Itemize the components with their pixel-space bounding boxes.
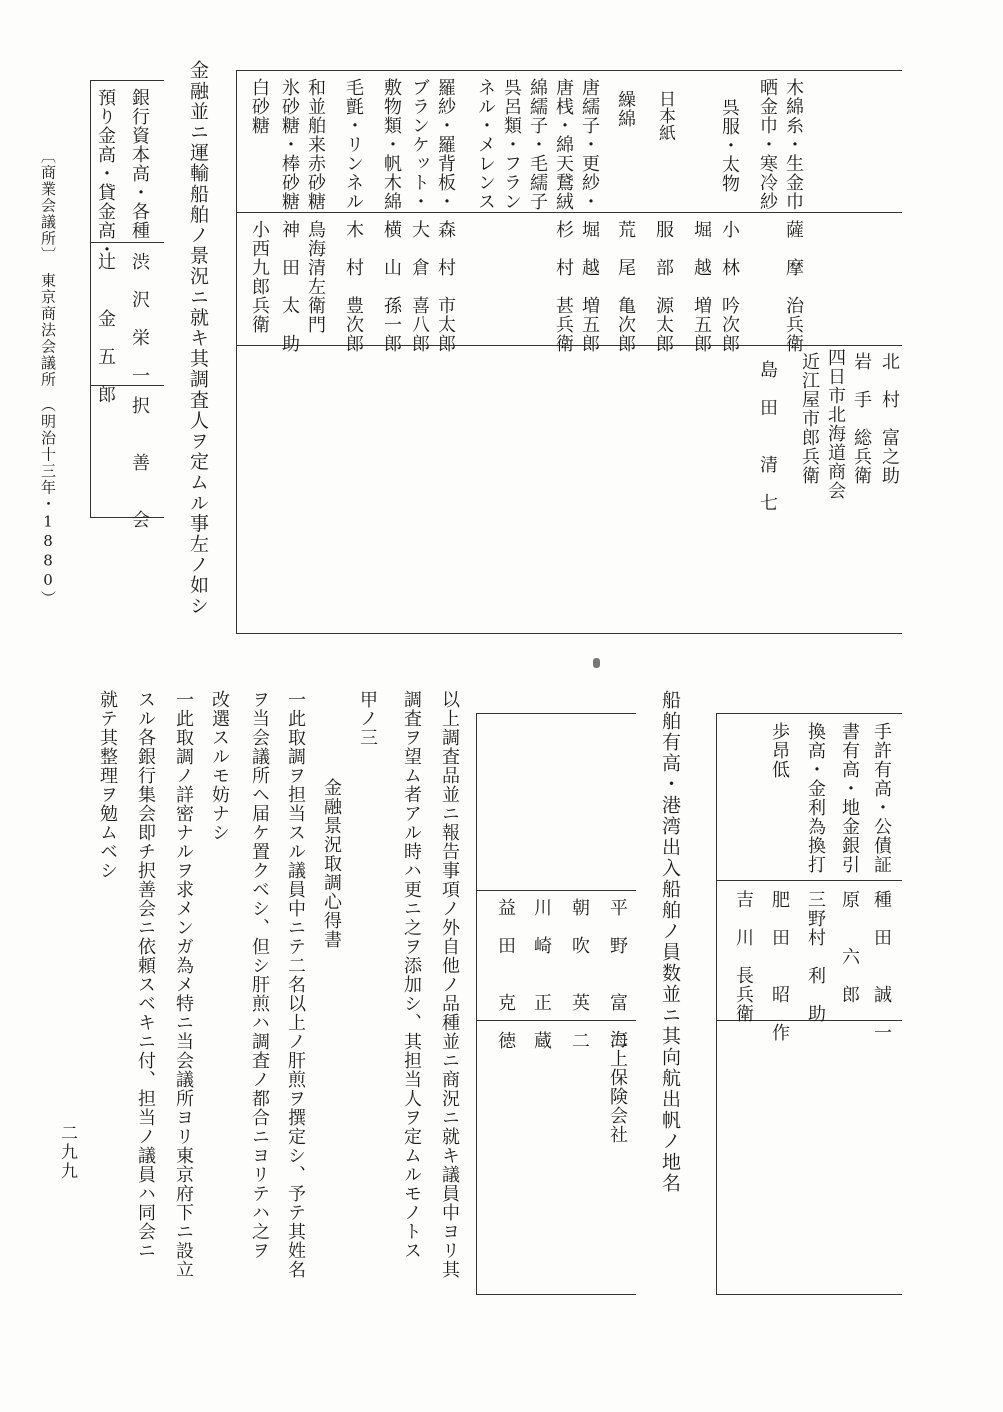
item-cell: 手許有高・公債証 bbox=[871, 722, 892, 874]
member-cell: 吉 川 長兵衛 bbox=[733, 890, 754, 1023]
shipping-heading: 船舶有高・港湾出入船舶ノ員数並ニ其向航出帆ノ地名 bbox=[659, 690, 681, 1194]
body-line: 就テ其整理ヲ勉ムベシ bbox=[97, 690, 118, 880]
extra-cell: 北 村 富之助 bbox=[879, 352, 900, 485]
item-cell: 白砂糖 bbox=[249, 78, 270, 135]
item-cell: 木綿糸・生金巾 bbox=[783, 78, 804, 211]
extra-cell: 海上保険会社 bbox=[607, 1030, 628, 1144]
table-bottom-border bbox=[716, 1294, 902, 1295]
section-title: 金融景況取調心得書 bbox=[321, 778, 342, 949]
table-bottom-border bbox=[476, 1294, 636, 1295]
table-divider bbox=[716, 880, 902, 881]
table-left-border bbox=[716, 713, 717, 1294]
member-cell: 種 田 誠 一 bbox=[871, 890, 892, 1042]
item-cell: 晒金巾・寒冷紗 bbox=[757, 78, 778, 211]
item-cell: 預り金高・貸金高・ bbox=[95, 88, 116, 259]
table-divider bbox=[236, 212, 902, 213]
member-cell: 辻 金 五 郎 bbox=[95, 252, 116, 404]
member-cell: 神 田 太 助 bbox=[279, 220, 300, 353]
table-top-border bbox=[716, 713, 902, 714]
table-top-border bbox=[90, 80, 164, 81]
table-left-border bbox=[90, 80, 91, 517]
extra-cell: 島 田 清 七 bbox=[757, 360, 778, 512]
body-line: スル各銀行集会即チ択善会ニ依頼スベキニ付、担当ノ議員ハ同会ニ bbox=[135, 690, 156, 1260]
item-cell: 呉服・太物 bbox=[719, 98, 740, 193]
item-cell: 敷物類・帆木綿 bbox=[381, 78, 402, 211]
member-cell: 益 田 克 徳 bbox=[495, 898, 516, 1050]
item-cell: 換高・金利為換打 bbox=[805, 722, 826, 874]
table-divider bbox=[476, 890, 636, 891]
item-cell: ネル・メレンス bbox=[475, 78, 496, 211]
item-cell: 毛氈・リンネル bbox=[343, 78, 364, 211]
item-cell: 氷砂糖・棒砂糖 bbox=[279, 78, 300, 211]
body-line: ヲ当会議所ヘ届ケ置クベシ、但シ肝煎ハ調査ノ都合ニヨリテハ之ヲ bbox=[249, 690, 270, 1260]
extra-cell: 択 善 会 bbox=[129, 396, 150, 529]
member-cell: 小 林 吟次郎 bbox=[719, 220, 740, 353]
item-cell: 日本紙 bbox=[655, 90, 675, 141]
source-line: 〔商業会議所〕 東京商法会議所 （明治十三年・1880） bbox=[39, 148, 57, 607]
item-cell: 呉呂類・フラン bbox=[501, 78, 522, 211]
member-cell: 堀 越 増五郎 bbox=[579, 220, 600, 353]
item-cell: 銀行資本高・各種 bbox=[129, 88, 150, 240]
item-cell: 羅紗・羅背板・ bbox=[435, 78, 456, 211]
member-cell: 三野村 利 助 bbox=[805, 890, 826, 1023]
member-cell: 小西九郎兵衛 bbox=[249, 220, 270, 334]
item-cell: 歩昂低 bbox=[769, 722, 790, 779]
member-cell: 鳥海清左衛門 bbox=[305, 220, 326, 334]
item-cell: 書有高・地金銀引 bbox=[839, 722, 860, 874]
body-line: 一此取調ノ詳密ナルヲ求メンガ為メ特ニ当会議所ヨリ東京府下ニ設立 bbox=[173, 690, 194, 1279]
member-cell: 薩 摩 治兵衛 bbox=[783, 220, 804, 353]
item-cell: 唐繻子・更紗・ bbox=[579, 78, 600, 211]
member-cell: 杉 村 甚兵衛 bbox=[553, 220, 574, 353]
member-cell: 木 村 豊次郎 bbox=[343, 220, 364, 353]
ink-smudge bbox=[593, 658, 600, 668]
body-line: 調査ヲ望ム者アル時ハ更ニ之ヲ添加シ、其担当人ヲ定ムルモノトス bbox=[401, 690, 422, 1260]
member-cell: 荒 尾 亀次郎 bbox=[615, 220, 636, 353]
table-top-border bbox=[476, 713, 636, 714]
extra-cell: 四日市北海道商会 bbox=[825, 348, 846, 500]
table-left-border bbox=[476, 713, 477, 1294]
member-cell: 堀 越 増五郎 bbox=[691, 220, 712, 353]
body-line: 改選スルモ妨ナシ bbox=[209, 690, 230, 842]
member-cell: 肥 田 昭 作 bbox=[769, 890, 790, 1042]
member-cell: 横 山 孫一郎 bbox=[381, 220, 402, 353]
table-top-border bbox=[236, 70, 902, 71]
extra-cell: 岩 手 総兵衛 bbox=[851, 352, 872, 485]
member-cell: 渋 沢 栄 一 bbox=[129, 252, 150, 385]
item-cell: 唐桟・綿天鵞絨 bbox=[553, 78, 574, 211]
member-cell: 原 六 郎 bbox=[839, 890, 860, 1004]
table-bottom-border bbox=[90, 517, 164, 518]
finance-heading: 金融並ニ運輸船舶ノ景況ニ就キ其調査人ヲ定ムル事左ノ如シ bbox=[187, 60, 209, 617]
item-cell: ブランケット・ bbox=[409, 78, 430, 211]
member-cell: 川 崎 正 蔵 bbox=[531, 898, 552, 1050]
section-label: 甲ノ三 bbox=[357, 690, 378, 747]
member-cell: 服 部 源太郎 bbox=[653, 220, 674, 353]
table-left-border bbox=[236, 70, 237, 634]
table-bottom-border bbox=[236, 633, 902, 634]
member-cell: 大 倉 喜八郎 bbox=[409, 220, 430, 353]
member-cell: 森 村 市太郎 bbox=[435, 220, 456, 353]
body-line: 以上調査品並ニ報告事項ノ外自他ノ品種並ニ商況ニ就キ議員中ヨリ其 bbox=[439, 690, 460, 1279]
member-cell: 朝 吹 英 二 bbox=[569, 898, 590, 1050]
item-cell: 繰綿 bbox=[615, 90, 636, 128]
page-number: 二九九 bbox=[57, 1124, 77, 1181]
item-cell: 綿繻子・毛繻子 bbox=[527, 78, 548, 211]
extra-cell: 近江屋市郎兵衛 bbox=[799, 352, 820, 485]
item-cell: 和並舶来赤砂糖 bbox=[305, 78, 326, 211]
member-cell: 平 野 富 二 bbox=[607, 898, 628, 1050]
body-line: 一此取調ヲ担当スル議員中ニテ二名以上ノ肝煎ヲ撰定シ、予テ其姓名 bbox=[285, 690, 306, 1279]
